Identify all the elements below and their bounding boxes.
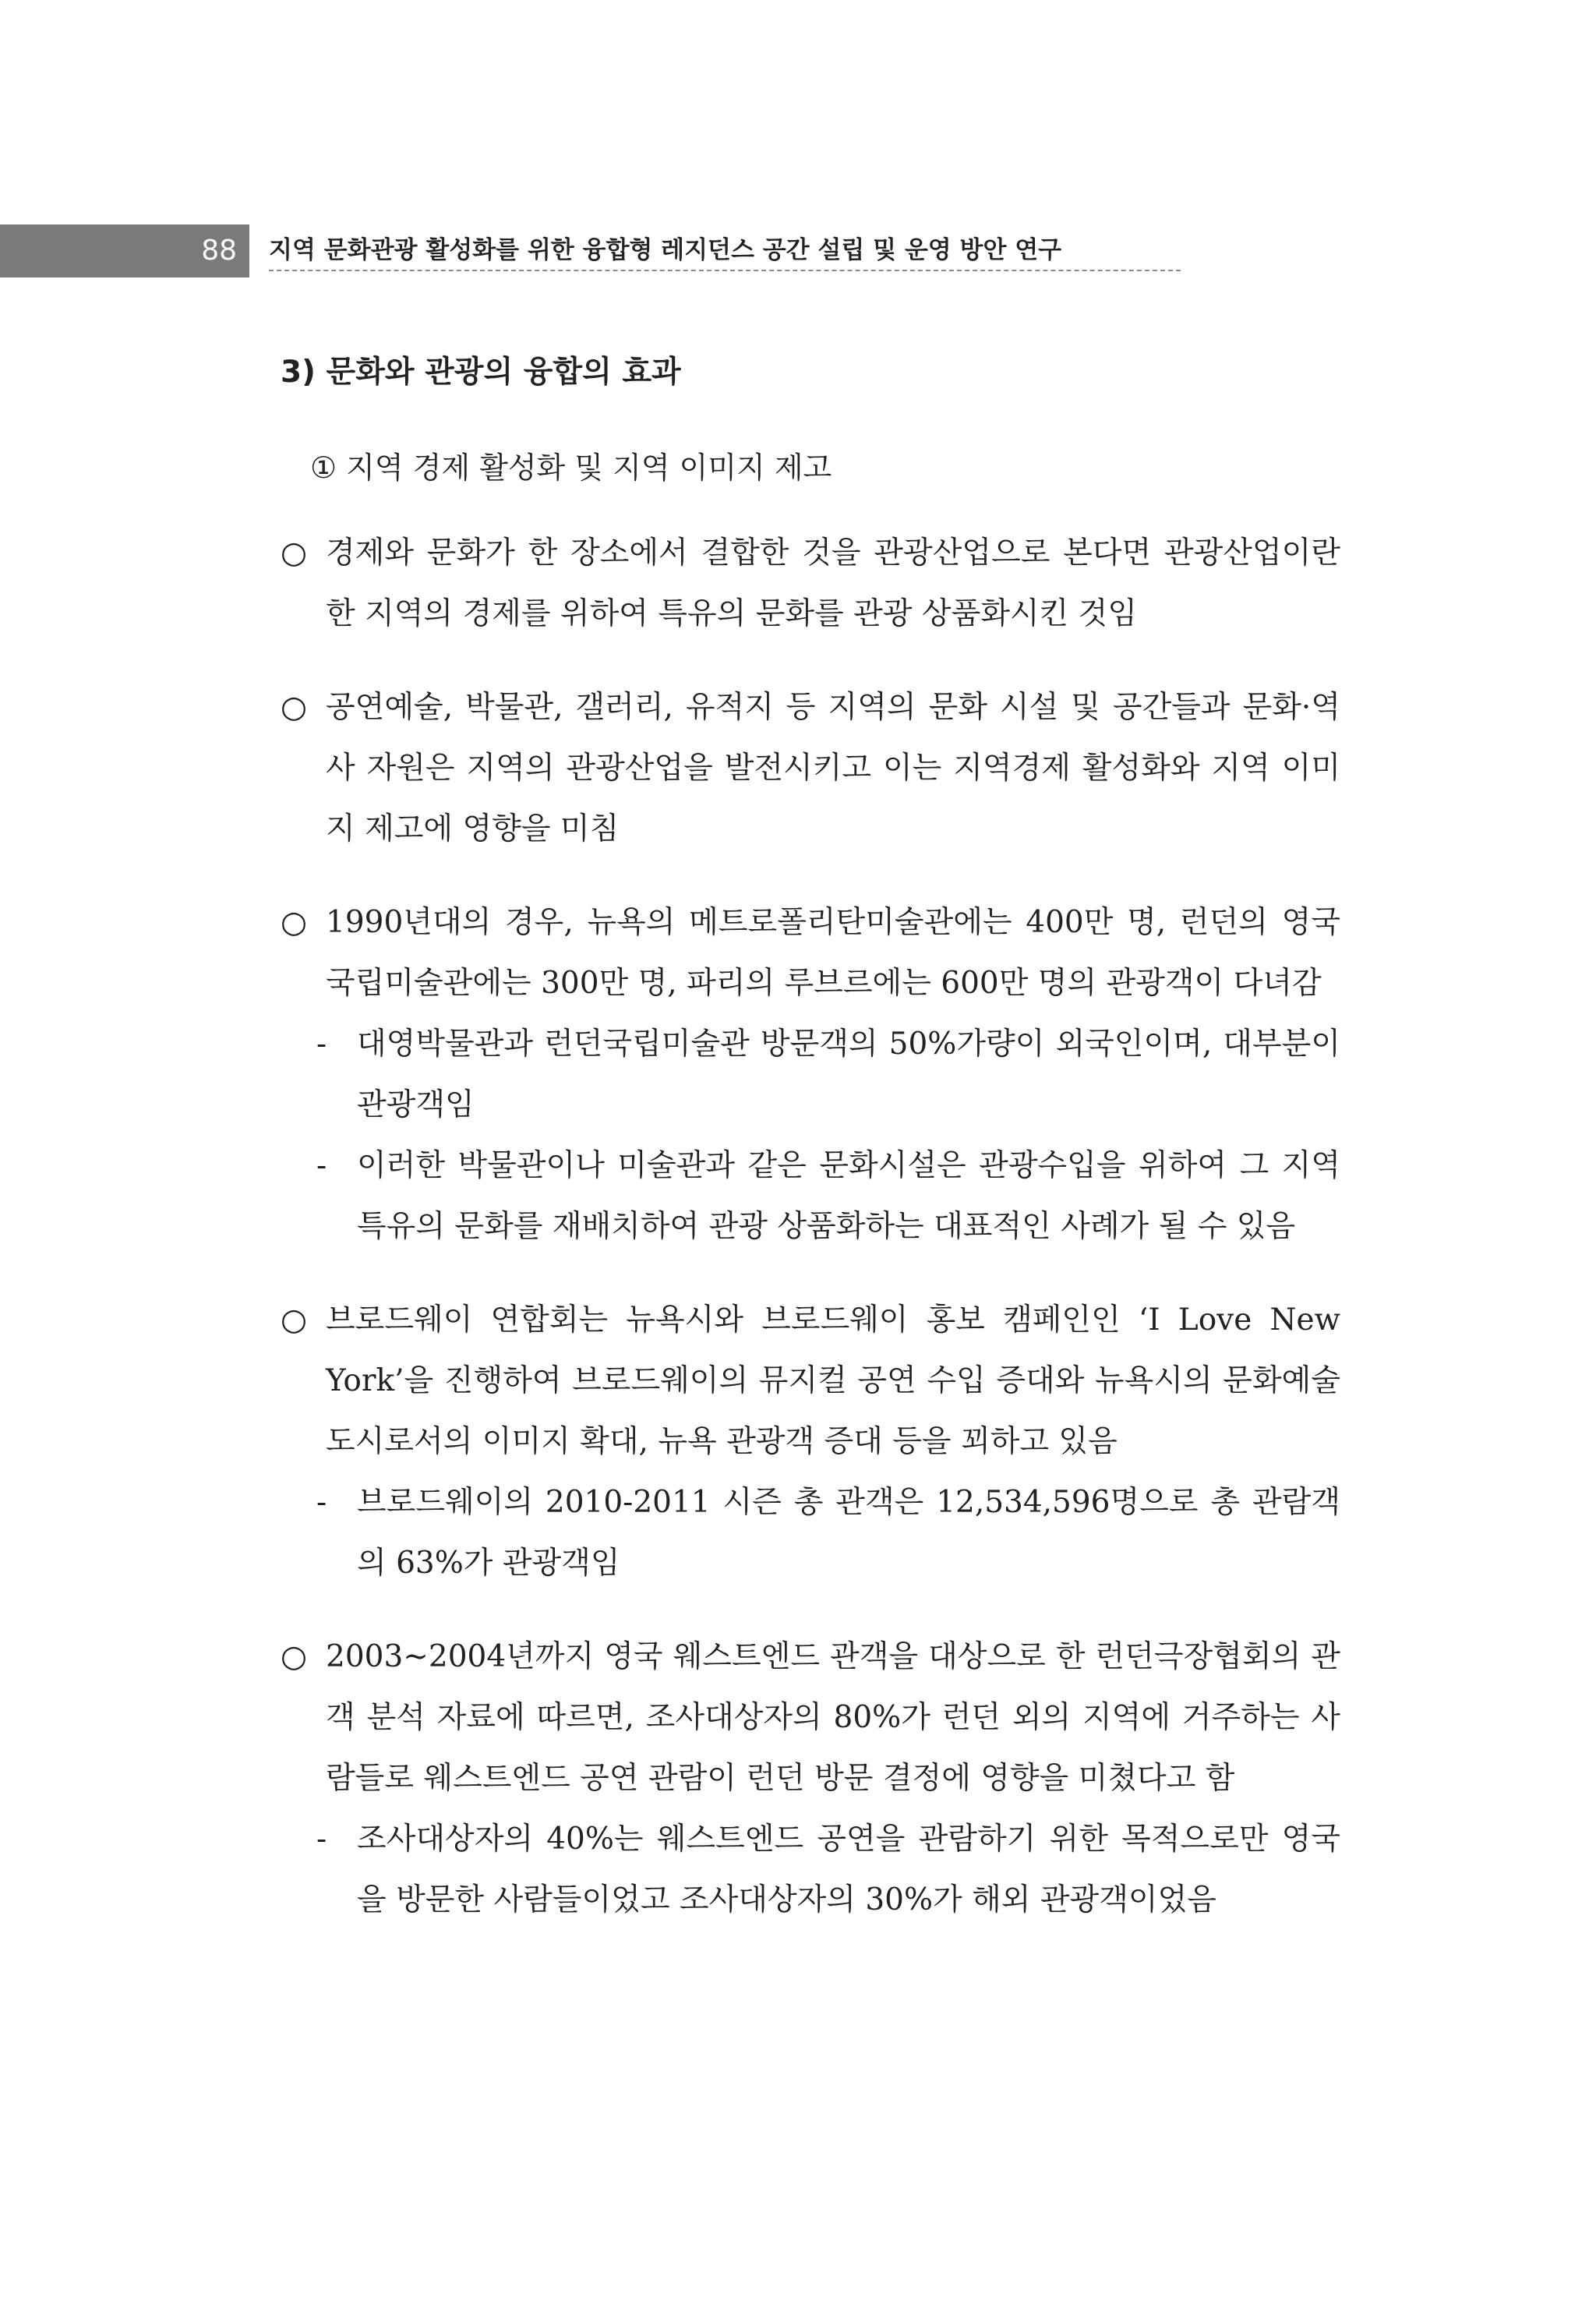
- section-title: 3) 문화와 관광의 융합의 효과: [281, 355, 681, 390]
- bullet-text: 경제와 문화가 한 장소에서 결합한 것을 관광산업으로 본다면 관광산업이란 한 지역의 경제를 위하여 특유의 문화를 관광 상품화시킨 것임: [326, 535, 1340, 632]
- bullet-text: 1990년대의 경우, 뉴욕의 메트로폴리탄미술관에는 400만 명, 런던의 영국 국립미술관에는 300만 명, 파리의 루브르에는 600만 명의 관광객이 다녀감: [326, 905, 1340, 1002]
- bullet-item: [281, 1290, 1340, 1472]
- sub-item-text: 브로드웨이의 2010-2011 시즌 총 관객은 12,534,596명으로 총 관람객의 63%가 관광객임: [357, 1485, 1340, 1582]
- bullet-text: 브로드웨이 연합회는 뉴욕시와 브로드웨이 홍보 캠페인인 ‘I Love New York’을 진행하여 브로드웨이의 뮤지컬 공연 수입 증대와 뉴욕시의 문화예술 도시로서의 이미지 확대, 뉴욕 관광객 증대 등을 꾀하고 있음: [326, 1302, 1340, 1460]
- dash-bullet-icon: -: [316, 1485, 327, 1521]
- circle-bullet-icon: ○: [281, 535, 308, 571]
- circle-bullet-icon: ○: [281, 1639, 308, 1675]
- bullet-text: 2003~2004년까지 영국 웨스트엔드 관객을 대상으로 한 런던극장협회의 관객 분석 자료에 따르면, 조사대상자의 80%가 런던 외의 지역에 거주하는 사람들로 웨스트엔드 공연 관람이 런던 방문 결정에 영향을 미쳤다고 함: [326, 1639, 1340, 1797]
- sub-item: [281, 1014, 1340, 1136]
- sub-item-text: 이러한 박물관이나 미술관과 같은 문화시설은 관광수입을 위하여 그 지역 특유의 문화를 재배치하여 관광 상품화하는 대표적인 사례가 될 수 있음: [357, 1148, 1340, 1245]
- dash-bullet-icon: -: [316, 1027, 327, 1062]
- circle-bullet-icon: ○: [281, 1302, 308, 1338]
- running-title: 지역 문화관광 활성화를 위한 융합형 레지던스 공간 설립 및 운영 방안 연구: [269, 231, 1181, 271]
- page-number: 88: [201, 235, 237, 267]
- sub-item-text: 대영박물관과 런던국립미술관 방문객의 50%가량이 외국인이며, 대부분이 관광객임: [357, 1027, 1340, 1123]
- circle-bullet-icon: ○: [281, 690, 308, 726]
- sub-item: [281, 1136, 1340, 1257]
- page-content: [281, 355, 1340, 1931]
- dash-bullet-icon: -: [316, 1822, 327, 1857]
- sub-item: [281, 1472, 1340, 1594]
- bullet-text: 공연예술, 박물관, 갤러리, 유적지 등 지역의 문화 시설 및 공간들과 문화·역사 자원은 지역의 관광산업을 발전시키고 이는 지역경제 활성화와 지역 이미지 제고에 영향을 미침: [326, 690, 1340, 847]
- bullet-item: [281, 892, 1340, 1014]
- bullet-item: [281, 1627, 1340, 1809]
- sub-item-text: 조사대상자의 40%는 웨스트엔드 공연을 관람하기 위한 목적으로만 영국을 방문한 사람들이었고 조사대상자의 30%가 해외 관광객이었음: [357, 1822, 1340, 1918]
- bullet-item: [281, 523, 1340, 645]
- bullet-item: [281, 677, 1340, 860]
- circle-bullet-icon: ○: [281, 905, 308, 941]
- dash-bullet-icon: -: [316, 1148, 327, 1184]
- sub-item: [281, 1809, 1340, 1931]
- subsection-title: ① 지역 경제 활성화 및 지역 이미지 제고: [310, 450, 832, 485]
